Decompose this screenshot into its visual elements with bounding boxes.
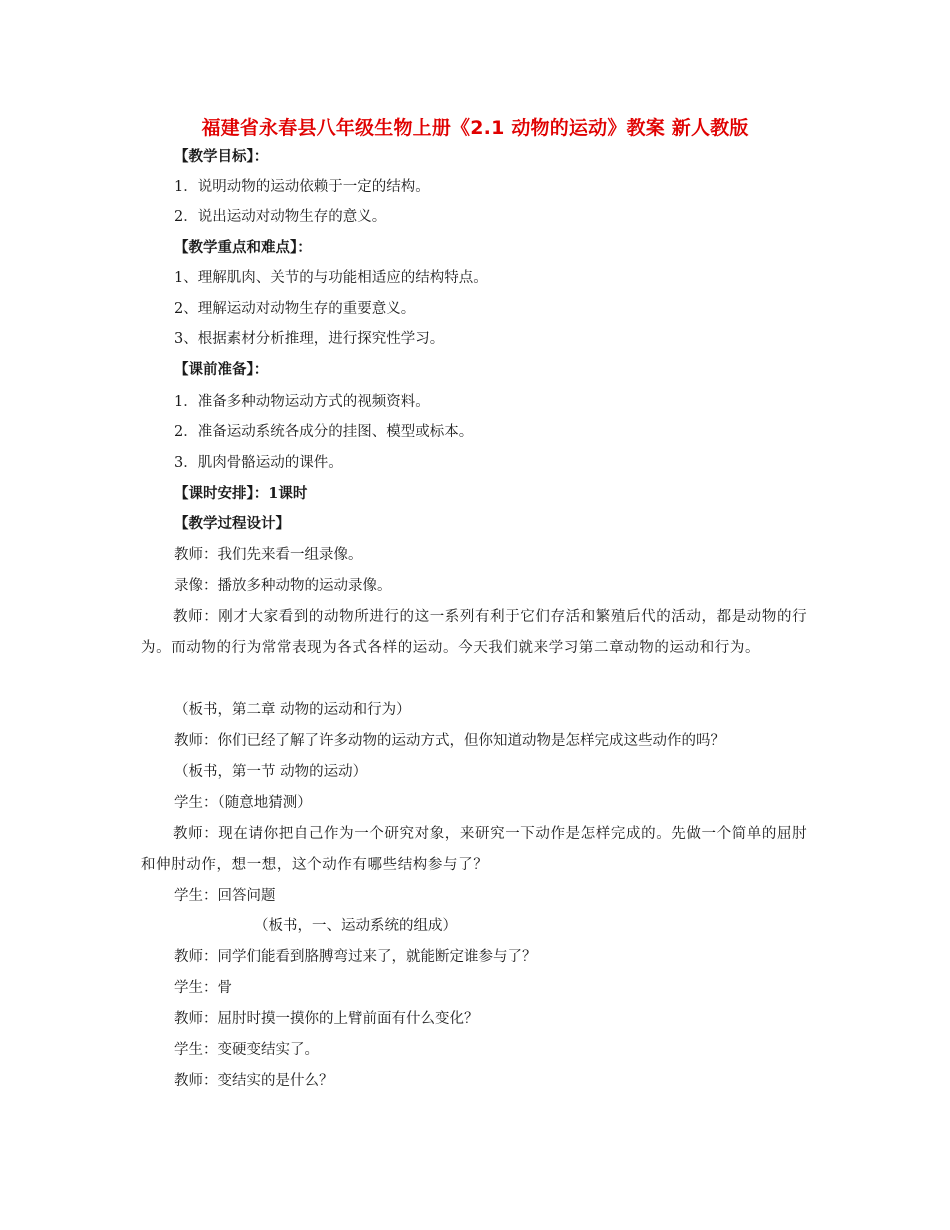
dialogue-line: 学生：变硬变结实了。	[174, 1042, 319, 1058]
dialogue-line: 教师：你们已经了解了许多动物的运动方式，但你知道动物是怎样完成这些动作的吗？	[174, 733, 725, 749]
heading-preparation: 【课前准备】：	[174, 361, 269, 378]
paragraph-research: 教师：现在请你把自己作为一个研究对象，来研究一下动作是怎样完成的。先做一个简单的屈肘和伸肘动作，想一想，这个动作有哪些结构参与了？	[141, 826, 808, 873]
key-point-item-2: 2、理解运动对动物生存的重要意义。	[174, 301, 416, 317]
key-point-item-1: 1、理解肌肉、关节的与功能相适应的结构特点。	[174, 270, 488, 286]
preparation-item-2: 2．准备运动系统各成分的挂图、模型或标本。	[174, 424, 474, 440]
dialogue-line: 教师：我们先来看一组录像。	[174, 547, 363, 563]
dialogue-line: 教师：同学们能看到胳膊弯过来了，就能断定谁参与了？	[174, 949, 537, 965]
objective-item-2: 2．说出运动对动物生存的意义。	[174, 209, 387, 225]
dialogue-line: 教师：变结实的是什么？	[174, 1073, 334, 1089]
blackboard-note: （板书，第二章 动物的运动和行为）	[174, 702, 411, 718]
heading-schedule: 【课时安排】：1课时	[174, 485, 308, 502]
paragraph-intro: 教师：刚才大家看到的动物所进行的这一系列有利于它们存活和繁殖后代的活动，都是动物的行为。而动物的行为常常表现为各式各样的运动。今天我们就来学习第二章动物的运动和行为。	[141, 609, 808, 656]
heading-teaching-objectives: 【教学目标】：	[174, 148, 269, 165]
key-point-item-3: 3、根据素材分析推理，进行探究性学习。	[174, 331, 445, 347]
objective-item-1: 1．说明动物的运动依赖于一定的结构。	[174, 179, 430, 195]
dialogue-line: 学生：（随意地猜测）	[174, 795, 312, 811]
blackboard-note: （板书，第一节 动物的运动）	[174, 764, 368, 780]
preparation-item-1: 1．准备多种动物运动方式的视频资料。	[174, 394, 430, 410]
heading-key-points: 【教学重点和难点】：	[174, 239, 312, 256]
heading-process-design: 【教学过程设计】	[174, 515, 290, 532]
dialogue-line: 学生：骨	[174, 980, 232, 996]
document-title: 福建省永春县八年级生物上册《2.1 动物的运动》教案 新人教版	[201, 117, 749, 139]
dialogue-line: 学生：回答问题	[174, 888, 276, 904]
dialogue-line: 教师：屈肘时摸一摸你的上臂前面有什么变化？	[174, 1011, 479, 1027]
dialogue-line: 录像：播放多种动物的运动录像。	[174, 578, 392, 594]
preparation-item-3: 3．肌肉骨骼运动的课件。	[174, 455, 343, 471]
blackboard-note: （板书，一、运动系统的组成）	[254, 918, 457, 934]
